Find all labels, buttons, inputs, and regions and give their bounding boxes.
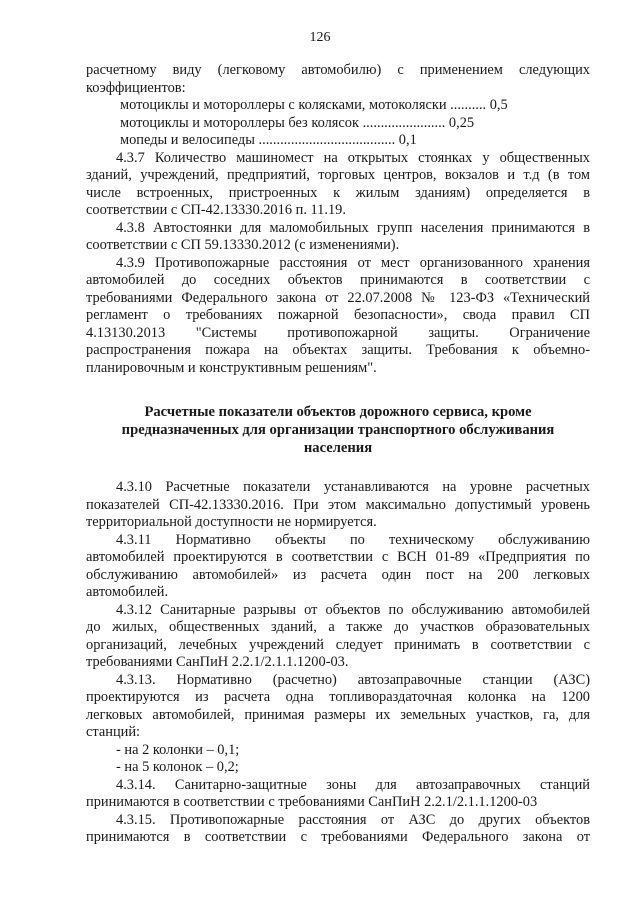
paragraph-line: до жилых, общественных зданий, а также до участков образовательных (86, 619, 590, 635)
paragraph-line-last: планировочным и конструктивным решениям". (86, 359, 377, 376)
heading-line: предназначенных для организации транспортного обслуживания (121, 422, 555, 438)
list-item: - на 2 колонки – 0,1; (116, 741, 240, 758)
paragraph-line-last: соответствии с СП 59.13330.2012 (с изменениями). (86, 237, 400, 253)
spacer (86, 377, 590, 403)
paragraph-line: зданий, учреждений, предприятий, торговых центров, вокзалов и т.д (в том (86, 167, 590, 183)
paragraph-line: 4.3.13. Нормативно (расчетно) автозаправочные станции (АЗС) (116, 671, 590, 688)
paragraph-line: числе встроенных, пристроенных к жилым зданиям) определяется в (86, 184, 590, 201)
paragraph-line: 4.3.12 Санитарные разрывы от объектов по обслуживанию автомобилей (116, 601, 590, 618)
paragraph-line: организаций, лечебных учреждений следует принимать в соответствии с (86, 636, 590, 653)
paragraph-line-last: требованиями СанПиН 2.2.1/2.1.1.1200-03. (86, 654, 349, 670)
heading-line: Расчетные показатели объектов дорожного сервиса, кроме (144, 404, 532, 420)
paragraph-line: расчетному виду (легковому автомобилю) с применением следующих (86, 62, 590, 78)
coefficient-line: мотоциклы и мотороллеры без колясок ....................... 0,25 (120, 114, 475, 131)
paragraph-line-last: соответствии с СП-42.13330.2016 п. 11.19. (86, 202, 346, 218)
paragraph-line: регламент о требованиях пожарной безопасности», свода правил СП (86, 307, 590, 323)
page-number: 126 (309, 30, 331, 45)
paragraph-line: 4.3.9 Противопожарные расстояния от мест организованного хранения (116, 254, 590, 271)
paragraph-line: принимаются в соответствии с требованиями Федерального закона от (86, 829, 590, 845)
paragraph-line: легковых автомобилей, принимая размеры их земельных участков, га, для (86, 706, 590, 723)
paragraph-line: обслуживанию автомобилей» из расчета один пост на 200 легковых (86, 566, 590, 583)
paragraph-line-last: принимаются в соответствии с требованиями СанПиН 2.2.1/2.1.1.1200-03 (86, 794, 538, 810)
paragraph-line-last: коэффициентов: (86, 79, 186, 96)
paragraph-line: автомобилей проектируются в соответствии с ВСН 01-89 «Предприятия по (86, 549, 590, 565)
paragraph-line: 4.13130.2013 "Системы противопожарной защиты. Ограничение (86, 324, 590, 341)
paragraph-line: показателей СП-42.13330.2016. При этом максимально допустимый уровень (86, 496, 590, 513)
paragraph-line: требованиями Федерального закона от 22.07.2008 № 123-ФЗ «Технический (86, 289, 590, 306)
list-item: - на 5 колонок – 0,2; (116, 759, 239, 775)
coefficient-line: мотоциклы и мотороллеры с колясками, мотоколяски .......... 0,5 (120, 97, 508, 113)
paragraph-line: проектируются из расчета одна топливораздаточная колонка на 1200 (86, 689, 590, 705)
section-heading (86, 403, 590, 457)
top-section (86, 62, 590, 377)
page-body (86, 62, 590, 847)
paragraph-line-last: станций: (86, 724, 141, 740)
paragraph-line-last: автомобилей. (86, 584, 169, 600)
paragraph-line: распространения пожара на объектах защиты. Требования к объемно- (86, 342, 590, 358)
paragraph-line: 4.3.8 Автостоянки для маломобильных групп населения принимаются в (116, 219, 590, 236)
paragraph-line: 4.3.7 Количество машиномест на открытых стоянках у общественных (116, 149, 590, 166)
bottom-section (86, 479, 590, 847)
paragraph-line: 4.3.11 Нормативно объекты по техническому обслуживанию (116, 531, 590, 548)
paragraph-line: 4.3.15. Противопожарные расстояния от АЗС до других объектов (116, 811, 590, 828)
coefficient-line: мопеды и велосипеды ...................................... 0,1 (120, 132, 417, 148)
paragraph-line: 4.3.14. Санитарно-защитные зоны для автозаправочных станций (116, 776, 590, 793)
spacer (86, 457, 590, 479)
paragraph-line-last: территориальной доступности не нормируется. (86, 514, 377, 530)
heading-line: населения (303, 440, 373, 456)
paragraph-line: 4.3.10 Расчетные показатели устанавливаются на уровне расчетных (116, 479, 590, 495)
paragraph-line: автомобилей до соседних объектов принимаются в соответствии с (86, 272, 590, 288)
